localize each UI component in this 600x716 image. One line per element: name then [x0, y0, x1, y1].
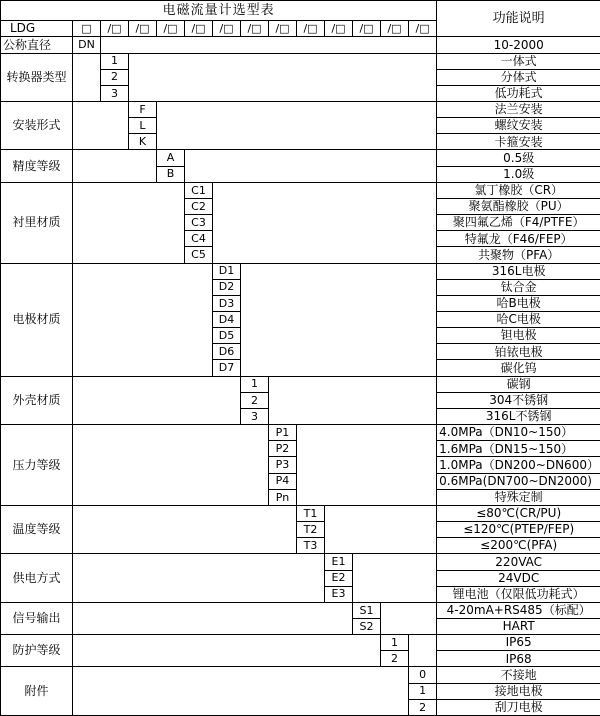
- option-desc: 1.6MPa（DN15~150）: [437, 441, 600, 457]
- option-code: K: [129, 134, 157, 150]
- option-desc: 低功耗式: [437, 85, 600, 101]
- empty-cell: [73, 425, 269, 506]
- option-desc: 不接地: [437, 667, 600, 683]
- empty-cell: [353, 554, 437, 602]
- option-code: 1: [409, 683, 437, 699]
- option-code: F: [129, 101, 157, 117]
- group-label-lining-material: 衬里材质: [1, 182, 73, 263]
- function-column-header: 功能说明: [437, 1, 600, 37]
- group-label-accuracy: 精度等级: [1, 150, 73, 182]
- option-code: 1: [241, 376, 269, 392]
- option-desc: 螺纹安装: [437, 118, 600, 134]
- code-slot-placeholder: /□: [213, 21, 241, 37]
- option-code: P1: [269, 425, 297, 441]
- option-desc: 锂电池（仅限低功耗式）: [437, 586, 600, 602]
- option-code: L: [129, 118, 157, 134]
- empty-cell: [157, 101, 437, 149]
- option-code: C5: [185, 247, 213, 263]
- option-desc: 钽电极: [437, 328, 600, 344]
- empty-cell: [409, 635, 437, 667]
- empty-cell: [269, 376, 437, 424]
- option-desc: ≤80℃(CR/PU): [437, 505, 600, 521]
- option-desc: 316L不锈钢: [437, 408, 600, 424]
- option-code: 2: [409, 699, 437, 715]
- code-slot-placeholder: /□: [353, 21, 381, 37]
- option-code: T1: [297, 505, 325, 521]
- option-desc: 钛合金: [437, 279, 600, 295]
- option-code: D1: [213, 263, 241, 279]
- option-code: D3: [213, 295, 241, 311]
- code-slot-placeholder: /□: [325, 21, 353, 37]
- option-code: D2: [213, 279, 241, 295]
- code-slot-placeholder: /□: [157, 21, 185, 37]
- option-code: C4: [185, 231, 213, 247]
- option-desc: HART: [437, 618, 600, 634]
- empty-cell: [73, 635, 381, 667]
- option-code: Pn: [269, 489, 297, 505]
- option-code: B: [157, 166, 185, 182]
- option-desc: 1.0MPa（DN200~DN600）: [437, 457, 600, 473]
- option-code: D7: [213, 360, 241, 376]
- empty-cell: [73, 53, 101, 101]
- option-desc: 哈B电极: [437, 295, 600, 311]
- code-slot-placeholder: /□: [129, 21, 157, 37]
- option-code: A: [157, 150, 185, 166]
- code-slot-placeholder: /□: [381, 21, 409, 37]
- option-desc: 共聚物（PFA）: [437, 247, 600, 263]
- option-desc: 分体式: [437, 69, 600, 85]
- table-title: 电磁流量计选型表: [1, 1, 437, 21]
- option-code: T2: [297, 522, 325, 538]
- option-code: P2: [269, 441, 297, 457]
- group-label-installation: 安装形式: [1, 101, 73, 149]
- empty-cell: [241, 263, 437, 376]
- option-code: 3: [241, 408, 269, 424]
- option-desc: IP68: [437, 651, 600, 667]
- option-desc: 4.0MPa（DN10~150）: [437, 425, 600, 441]
- group-label-converter-type: 转换器类型: [1, 53, 73, 101]
- empty-cell: [129, 53, 437, 101]
- option-desc: 特殊定制: [437, 489, 600, 505]
- code-slot-placeholder: /□: [269, 21, 297, 37]
- empty-cell: [73, 182, 185, 263]
- option-code: 2: [101, 69, 129, 85]
- option-desc: 0.6MPa(DN700~DN2000): [437, 473, 600, 489]
- option-code: C3: [185, 215, 213, 231]
- option-code: D5: [213, 328, 241, 344]
- empty-cell: [73, 554, 325, 602]
- code-slot-placeholder: /□: [409, 21, 437, 37]
- empty-cell: [73, 505, 297, 553]
- option-desc: 1.0级: [437, 166, 600, 182]
- code-box-placeholder: □: [73, 21, 101, 37]
- option-desc: ≤200℃(PFA): [437, 538, 600, 554]
- option-desc: 304不锈钢: [437, 392, 600, 408]
- option-code: 1: [381, 635, 409, 651]
- option-desc: 铂铱电极: [437, 344, 600, 360]
- option-desc: 24VDC: [437, 570, 600, 586]
- option-code: 1: [101, 53, 129, 69]
- empty-cell: [101, 37, 437, 53]
- option-desc: IP65: [437, 635, 600, 651]
- empty-cell: [73, 376, 241, 424]
- option-code: 3: [101, 85, 129, 101]
- group-label-signal-output: 信号输出: [1, 602, 73, 634]
- code-slot-placeholder: /□: [185, 21, 213, 37]
- option-desc: 316L电极: [437, 263, 600, 279]
- option-code: S1: [353, 602, 381, 618]
- option-desc: 一体式: [437, 53, 600, 69]
- empty-cell: [325, 505, 437, 553]
- empty-cell: [73, 602, 353, 634]
- group-label-power-supply: 供电方式: [1, 554, 73, 602]
- option-desc: 刮刀电极: [437, 699, 600, 715]
- option-desc: 特氟龙（F46/FEP）: [437, 231, 600, 247]
- option-code: C1: [185, 182, 213, 198]
- option-code: 2: [241, 392, 269, 408]
- empty-cell: [73, 263, 213, 376]
- option-code: E3: [325, 586, 353, 602]
- option-desc: ≤120℃(PTEP/FEP): [437, 522, 600, 538]
- option-desc: 碳化钨: [437, 360, 600, 376]
- code-slot-placeholder: /□: [297, 21, 325, 37]
- empty-cell: [73, 667, 409, 716]
- empty-cell: [381, 602, 437, 634]
- option-code: D4: [213, 312, 241, 328]
- group-label-temperature-rating: 温度等级: [1, 505, 73, 553]
- group-label-pressure-rating: 压力等级: [1, 425, 73, 506]
- group-label-electrode-material: 电极材质: [1, 263, 73, 376]
- option-desc: 0.5级: [437, 150, 600, 166]
- option-desc: 氯丁橡胶（CR）: [437, 182, 600, 198]
- option-code: S2: [353, 618, 381, 634]
- option-code: E2: [325, 570, 353, 586]
- option-desc: 聚氨酯橡胶（PU）: [437, 198, 600, 214]
- option-code: DN: [73, 37, 101, 53]
- option-desc: 卡箍安装: [437, 134, 600, 150]
- option-code: 0: [409, 667, 437, 683]
- group-label-nominal-diameter: 公称直径: [1, 37, 73, 53]
- model-prefix: LDG: [1, 21, 73, 37]
- option-code: P4: [269, 473, 297, 489]
- group-label-accessories: 附件: [1, 667, 73, 716]
- option-desc: 4-20mA+RS485（标配）: [437, 602, 600, 618]
- empty-cell: [73, 150, 157, 182]
- option-desc: 接地电极: [437, 683, 600, 699]
- option-desc: 10-2000: [437, 37, 600, 53]
- option-code: 2: [381, 651, 409, 667]
- option-desc: 哈C电极: [437, 312, 600, 328]
- code-slot-placeholder: /□: [241, 21, 269, 37]
- option-code: C2: [185, 198, 213, 214]
- empty-cell: [73, 101, 129, 149]
- group-label-housing-material: 外壳材质: [1, 376, 73, 424]
- empty-cell: [185, 150, 437, 182]
- option-code: P3: [269, 457, 297, 473]
- option-code: E1: [325, 554, 353, 570]
- empty-cell: [213, 182, 437, 263]
- option-desc: 碳钢: [437, 376, 600, 392]
- option-code: T3: [297, 538, 325, 554]
- code-slot-placeholder: /□: [101, 21, 129, 37]
- option-desc: 法兰安装: [437, 101, 600, 117]
- option-desc: 220VAC: [437, 554, 600, 570]
- option-code: D6: [213, 344, 241, 360]
- group-label-protection-rating: 防护等级: [1, 635, 73, 667]
- empty-cell: [297, 425, 437, 506]
- option-desc: 聚四氟乙烯（F4/PTFE）: [437, 215, 600, 231]
